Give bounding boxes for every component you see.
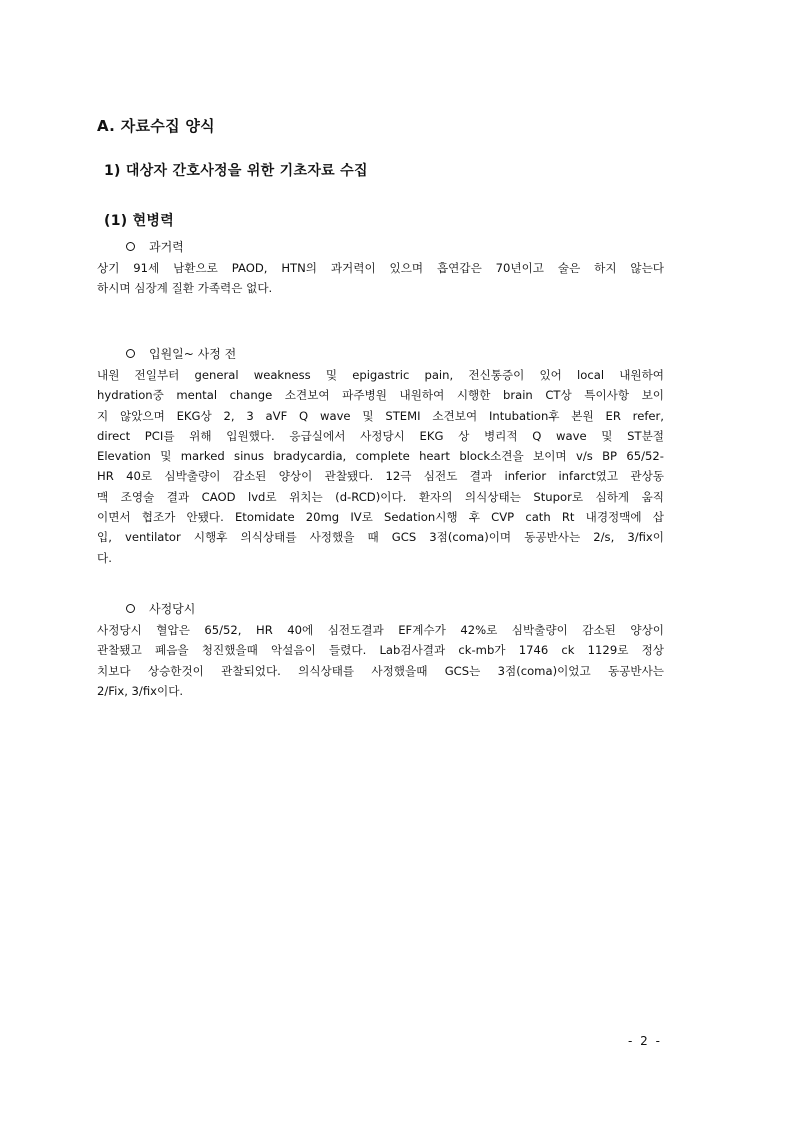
bullet-heading-label: 사정당시: [149, 602, 196, 616]
paragraph-line: 내원 전일부터 general weakness 및 epigastric pain, 전신통증이 있어 local 내원하여: [97, 368, 664, 382]
paragraph-line: 다.: [97, 550, 112, 565]
paragraph-line: 관찰됐고 폐음을 청진했을때 악설음이 들렸다. Lab검사결과 ck-mb가 1746 ck 1129로 정상: [97, 643, 664, 658]
section-title: A. 자료수집 양식: [97, 117, 215, 135]
paragraph-line: 상기 91세 남환으로 PAOD, HTN의 과거력이 있으며 흡연갑은 70년이고 술은 하지 않는다: [97, 261, 664, 275]
paragraph-line: hydration중 mental change 소견보여 파주병원 내원하여 시행한 brain CT상 특이사항 보이: [97, 388, 664, 403]
paragraph-line: Elevation 및 marked sinus bradycardia, complete heart block소견을 보이며 v/s BP 65/52-: [97, 449, 664, 464]
subsection-title: 1) 대상자 간호사정을 위한 기초자료 수집: [104, 163, 368, 179]
paragraph-before-assessment: [97, 365, 664, 568]
circle-bullet-icon: [126, 349, 135, 358]
paragraph-at-assessment: [97, 620, 664, 701]
subsubsection-title: (1) 현병력: [104, 213, 175, 229]
bullet-heading-before-assessment: [126, 345, 236, 362]
bullet-heading-label: 입원일~ 사정 전: [149, 347, 237, 361]
paragraph-line: 치보다 상승한것이 관찰되었다. 의식상태를 사정했을때 GCS는 3점(coma)이었고 동공반사는: [97, 663, 664, 678]
bullet-heading-label: 과거력: [149, 240, 184, 254]
bullet-heading-past-history: [126, 238, 184, 255]
circle-bullet-icon: [126, 604, 135, 613]
paragraph-line: direct PCI를 위해 입원했다. 응급실에서 사정당시 EKG 상 병리적 Q wave 및 ST분절: [97, 428, 664, 443]
paragraph-line: 지 않았으며 EKG상 2, 3 aVF Q wave 및 STEMI 소견보여 Intubation후 본원 ER refer,: [97, 408, 664, 423]
paragraph-line: 맥 조영술 결과 CAOD lvd로 위치는 (d-RCD)이다. 환자의 의식상태는 Stupor로 심하게 움직: [97, 489, 664, 504]
paragraph-line: 2/Fix, 3/fix이다.: [97, 683, 184, 698]
paragraph-past-history: [97, 258, 664, 299]
paragraph-line: HR 40로 심박출량이 감소된 양상이 관찰됐다. 12극 심전도 결과 inferior infarct였고 관상동: [97, 469, 664, 484]
page-number: - 2 -: [628, 1034, 662, 1048]
circle-bullet-icon: [126, 242, 135, 251]
bullet-heading-at-assessment: [126, 600, 195, 617]
paragraph-line: 사정당시 혈압은 65/52, HR 40에 심전도결과 EF계수가 42%로 심박출량이 감소된 양상이: [97, 623, 664, 637]
paragraph-line: 하시며 심장계 질환 가족력은 없다.: [97, 281, 273, 296]
paragraph-line: 이면서 협조가 안됐다. Etomidate 20mg IV로 Sedation시행 후 CVP cath Rt 내경정맥에 삽: [97, 510, 664, 525]
paragraph-line: 입, ventilator 시행후 의식상태를 사정했을 때 GCS 3점(coma)이며 동공반사는 2/s, 3/fix이: [97, 530, 664, 545]
